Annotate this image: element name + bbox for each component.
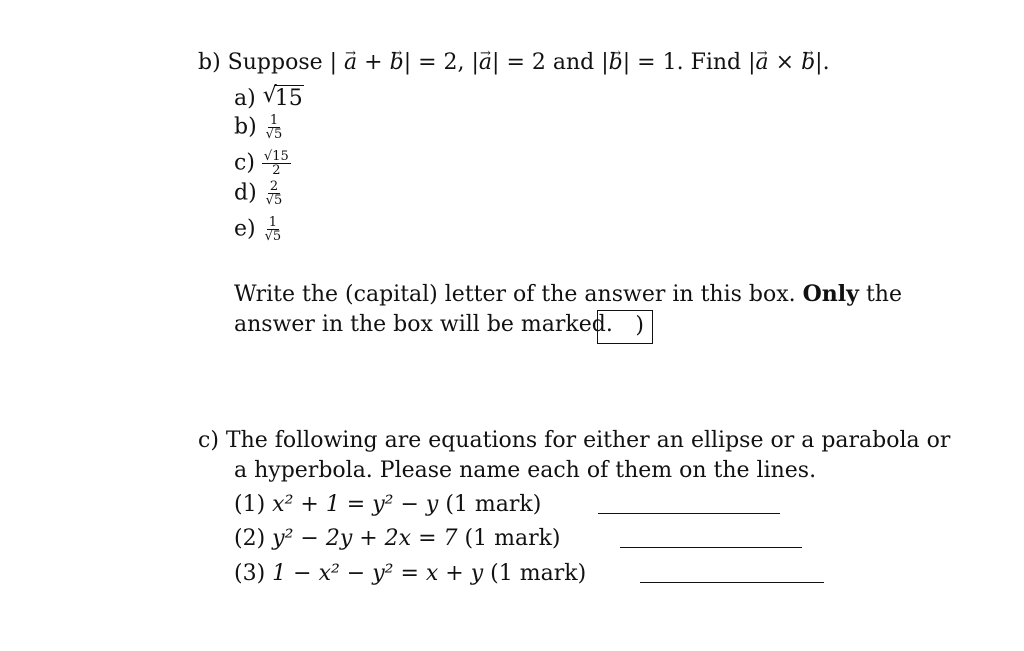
- question-b-prompt: b) Suppose | → a + → b| = 2, |→ a| = 2 and |→ b| = 1. Find |→ a × → b|.: [198, 50, 830, 76]
- sqrt-expression: √ 15: [262, 83, 303, 111]
- answer-line-2[interactable]: [620, 547, 802, 548]
- answer-instruction-2: answer in the box will be marked.: [234, 312, 613, 337]
- option-b: b) $\frac{1}{√5}$: [234, 113, 283, 142]
- equation-3: (3) 1 − x² − y² = x + y (1 mark): [234, 561, 587, 586]
- answer-box[interactable]: ): [597, 310, 653, 344]
- question-c-prompt: c) The following are equations for either an ellipse or a parabola or: [198, 428, 951, 453]
- fraction: $\frac{1}{√5}$: [264, 215, 282, 244]
- question-c-label: c): [198, 428, 219, 453]
- answer-line-3[interactable]: [640, 582, 824, 583]
- equation-1: (1) x² + 1 = y² − y (1 mark): [234, 492, 542, 517]
- fraction: $\frac{1}{√5}$: [265, 113, 283, 142]
- option-d: d) $\frac{2}{√5}$: [234, 179, 283, 208]
- answer-line-1[interactable]: [598, 513, 780, 514]
- option-a: a) √ 15: [234, 83, 303, 111]
- equation-2: (2) y² − 2y + 2x = 7 (1 mark): [234, 526, 561, 551]
- option-c: c) $\frac{√15}{2}$: [234, 149, 289, 178]
- fraction: $\frac{√15}{2}$: [263, 149, 289, 178]
- question-b-label: b): [198, 50, 221, 75]
- question-c-prompt-2: a hyperbola. Please name each of them on the lines.: [234, 458, 817, 483]
- fraction: $\frac{2}{√5}$: [265, 179, 283, 208]
- option-e: e) $\frac{1}{√5}$: [234, 215, 282, 244]
- answer-instruction: Write the (capital) letter of the answer in this box. Only the: [234, 281, 902, 307]
